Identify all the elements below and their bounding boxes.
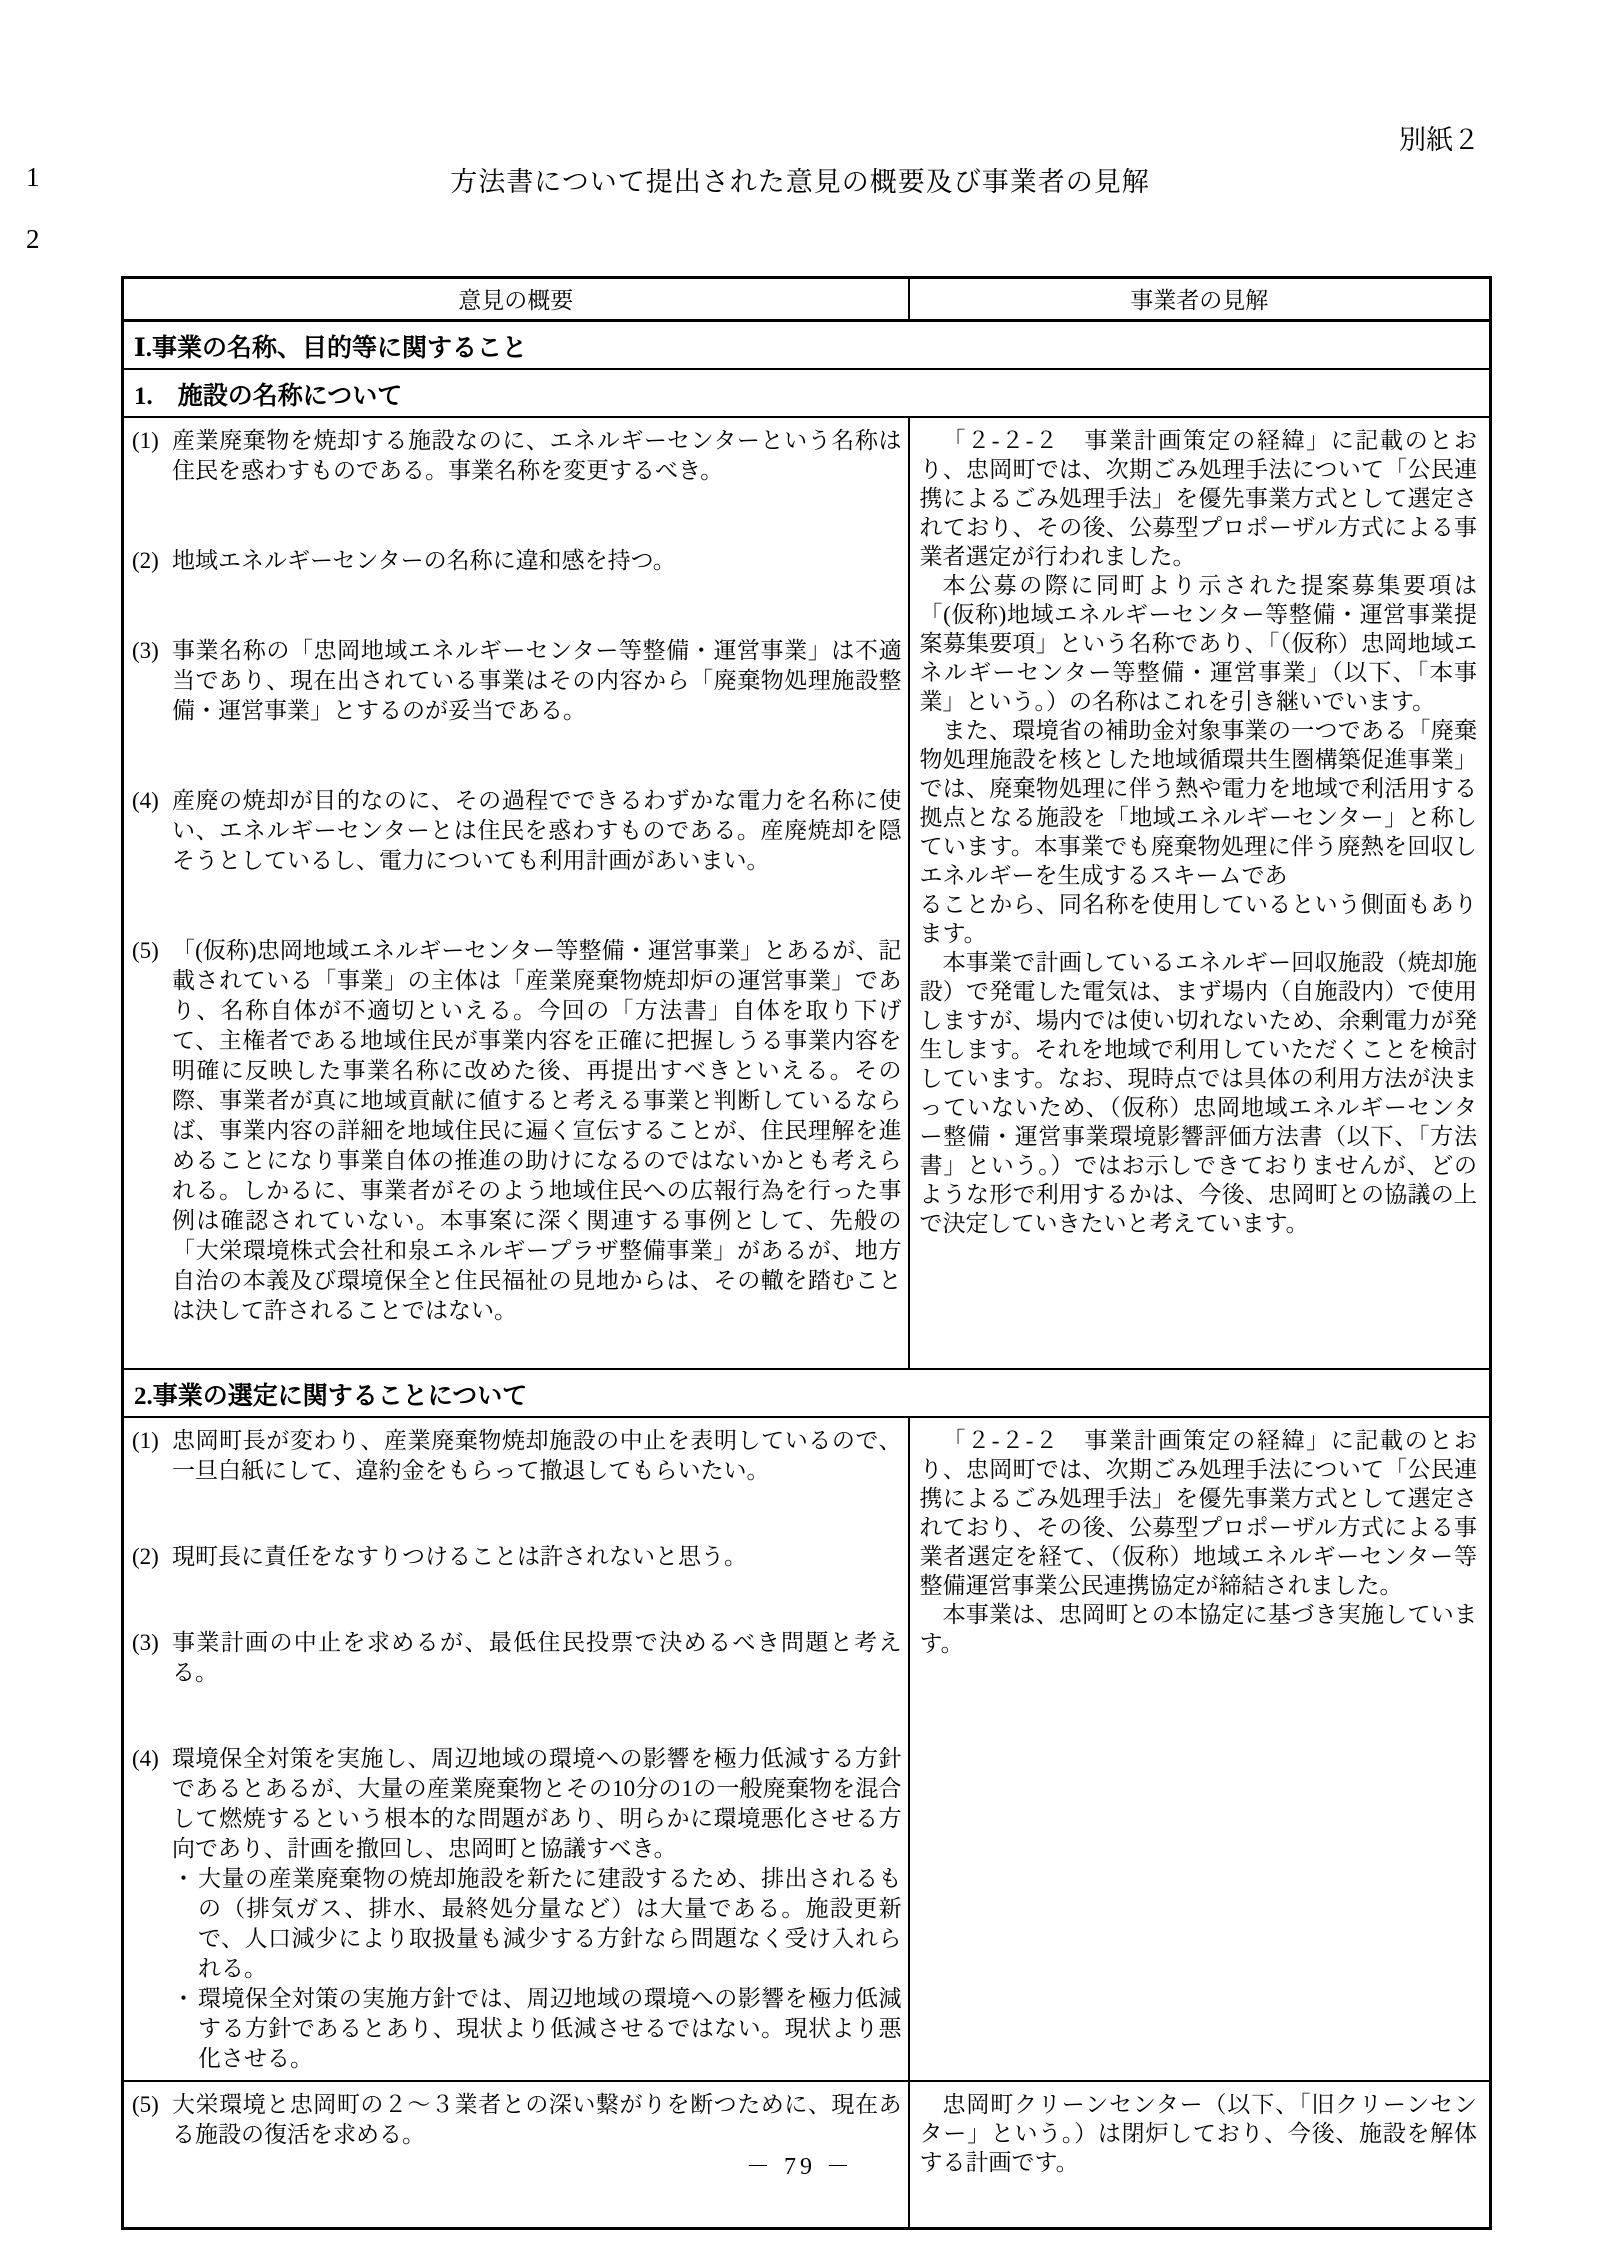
opinion-cell-section1 xyxy=(123,417,909,1369)
opinion-item xyxy=(132,426,902,486)
opinion-text: 「(仮称)忠岡地域エネルギーセンター等整備・運営事業」とあるが、記載されている「事業」の主体は「産業廃棄物焼却炉の運営事業」であり、名称自体が不適切といえる。今回の「方法書」自体を取り下げて、主権者である地域住民が事業内容を正確に把握しうる事業内容を明確に反映した事業名称に改めた後、再提出すべきといえる。その際、事業者が真に地域貢献に値すると考える事業と判断しているならば、事業内容の詳細を地域住民に遍く宣伝することが、住民理解を進めることになり事業自体の推進の助けになるのではないかとも考えられる。しかるに、事業者がそのよう地域住民への広報行為を行った事例は確認されていない。本事案に深く関連する事例として、先般の「大栄環境株式会社和泉エネルギープラザ整備事業」があるが、地方自治の本義及び環境保全と住民福祉の見地からは、その轍を踏むことは決して許されることではない。 xyxy=(172,938,902,1323)
opinion-text: 事業計画の中止を求めるが、最低住民投票で決めるべき問題と考える。 xyxy=(172,1630,902,1685)
page-number: － 79 － xyxy=(746,2154,854,2180)
section1-heading-row xyxy=(123,321,1491,370)
section1-sub1-heading-row xyxy=(123,369,1491,417)
opinion-text: 産業廃棄物を焼却する施設なのに、エネルギーセンターという名称は住民を惑わすものである。事業名称を変更するべき。 xyxy=(172,428,902,483)
opinion-number: (3) xyxy=(132,1630,159,1655)
opinion-text: 地域エネルギーセンターの名称に違和感を持つ。 xyxy=(172,548,676,573)
opinion-item xyxy=(132,1426,902,1486)
opinion-item xyxy=(132,2090,902,2150)
column-header-opinion: 意見の概要 xyxy=(123,278,909,321)
opinion-text: 現町長に責任をなすりつけることは許されないと思う。 xyxy=(172,1544,747,1569)
opinion-number: (2) xyxy=(132,1544,159,1569)
response-paragraph: また、環境省の補助金対象事業の一つである「廃棄物処理施設を核とした地域循環共生圏構築促進事業」では、廃棄物処理に伴う熱や電力を地域で利活用する拠点となる施設を「地域エネルギーセンター」と称しています。本事業でも廃棄物処理に伴う廃熱を回収しエネルギーを生成するスキームであ xyxy=(919,718,1477,888)
opinion-number: (1) xyxy=(132,1428,159,1453)
opinion-item xyxy=(132,636,902,726)
page-title: 方法書について提出された意見の概要及び事業者の見解 xyxy=(450,167,1150,197)
opinion-item xyxy=(132,936,902,1326)
opinion-item xyxy=(132,1542,902,1572)
opinion-item xyxy=(132,546,902,576)
response-paragraph: ることから、同名称を使用しているという側面もあります。 xyxy=(919,892,1477,946)
bullet-text: 環境保全対策の実施方針では、周辺地域の環境への影響を極力低減する方針であるとあり、現状より低減させるではない。現状より悪化させる。 xyxy=(198,1986,902,2071)
section1-heading: Ⅰ.事業の名称、目的等に関すること xyxy=(123,321,1491,370)
bullet-item xyxy=(172,1984,902,2074)
response-paragraph: 本事業は、忠岡町との本協定に基づき実施しています。 xyxy=(919,1602,1477,1656)
bullet-marker: ・ xyxy=(172,1986,195,2011)
section1-sub1-heading: 1. 施設の名称について xyxy=(123,369,1491,417)
response-cell-section2 xyxy=(909,1417,1491,2081)
column-header-operator: 事業者の見解 xyxy=(909,278,1491,321)
bullet-item xyxy=(172,1864,902,1984)
opinion-number: (3) xyxy=(132,638,159,663)
response-cell-section1 xyxy=(909,417,1491,1369)
response-paragraph: 本事業で計画しているエネルギー回収施設（焼却施設）で発電した電気は、まず場内（自施設内）で使用しますが、場内では使い切れないため、余剰電力が発生します。それを地域で利用していただくことを検討しています。なお、現時点では具体の利用方法が決まっていないため、（仮称）忠岡地域エネルギーセンター整備・運営事業環境影響評価方法書（以下、「方法書」という。）ではお示しできておりませんが、どのような形で利用するかは、今後、忠岡町との協議の上で決定していきたいと考えています。 xyxy=(919,950,1477,1236)
line-number-1: 1 xyxy=(26,162,40,192)
table-row xyxy=(123,417,1491,1369)
opinion-text: 環境保全対策を実施し、周辺地域の環境への影響を極力低減する方針であるとあるが、大量の産業廃棄物とその10分の1の一般廃棄物を混合して燃焼するという根本的な問題があり、明らかに環境悪化させる方向であり、計画を撤回し、忠岡町と協議すべき。 xyxy=(172,1746,902,1861)
response-paragraph: 「２-２-２ 事業計画策定の経緯」に記載のとおり、忠岡町では、次期ごみ処理手法について「公民連携によるごみ処理手法」を優先事業方式として選定されており、その後、公募型プロポーザル方式による事業者選定が行われました。 xyxy=(919,428,1477,569)
opinion-number: (4) xyxy=(132,1746,159,1771)
opinion-item xyxy=(132,1628,902,1688)
opinion-cell-section2 xyxy=(123,1417,909,2081)
section2-heading-row xyxy=(123,1369,1491,1417)
bullet-marker: ・ xyxy=(172,1866,195,1891)
response-paragraph: 「２-２-２ 事業計画策定の経緯」に記載のとおり、忠岡町では、次期ごみ処理手法について「公民連携によるごみ処理手法」を優先事業方式として選定されており、その後、公募型プロポーザル方式による事業者選定を経て、（仮称）地域エネルギーセンター等整備運営事業公民連携協定が締結されました。 xyxy=(919,1428,1477,1598)
opinion-text: 大栄環境と忠岡町の２～３業者との深い繋がりを断つために、現在ある施設の復活を求める。 xyxy=(172,2092,902,2147)
opinion-text: 産廃の焼却が目的なのに、その過程でできるわずかな電力を名称に使い、エネルギーセンターとは住民を惑わすものである。産廃焼却を隠そうとしているし、電力についても利用計画があいまい。 xyxy=(172,788,902,873)
opinion-text: 事業名称の「忠岡地域エネルギーセンター等整備・運営事業」は不適当であり、現在出されている事業はその内容から「廃棄物処理施設整備・運営事業」とするのが妥当である。 xyxy=(172,638,902,723)
response-paragraph: 忠岡町クリーンセンター（以下、「旧クリーンセンター」という。）は閉炉しており、今後、施設を解体する計画です。 xyxy=(919,2092,1477,2175)
opinion-number: (5) xyxy=(132,2092,159,2117)
section2-heading: 2.事業の選定に関することについて xyxy=(123,1369,1491,1417)
opinion-item xyxy=(132,786,902,876)
opinion-number: (2) xyxy=(132,548,159,573)
opinion-number: (5) xyxy=(132,938,159,963)
opinion-number: (1) xyxy=(132,428,159,453)
attachment-label: 別紙２ xyxy=(1399,125,1480,155)
table-row xyxy=(123,1417,1491,2081)
opinion-number: (4) xyxy=(132,788,159,813)
comments-table xyxy=(121,276,1492,2230)
table-header-row xyxy=(123,278,1491,321)
line-number-2: 2 xyxy=(26,224,40,254)
opinion-text: 忠岡町長が変わり、産業廃棄物焼却施設の中止を表明しているので、一旦白紙にして、違約金をもらって撤退してもらいたい。 xyxy=(172,1428,902,1483)
opinion-item xyxy=(132,1744,902,2074)
response-paragraph: 本公募の際に同町より示された提案募集要項は「(仮称)地域エネルギーセンター等整備・運営事業提案募集要項」という名称であり、「（仮称）忠岡地域エネルギーセンター等整備・運営事業」（以下、「本事業」という。）の名称はこれを引き継いでいます。 xyxy=(919,573,1477,714)
bullet-text: 大量の産業廃棄物の焼却施設を新たに建設するため、排出されるもの（排気ガス、排水、最終処分量など）は大量である。施設更新で、人口減少により取扱量も減少する方針なら問題なく受け入れられる。 xyxy=(198,1866,902,1981)
